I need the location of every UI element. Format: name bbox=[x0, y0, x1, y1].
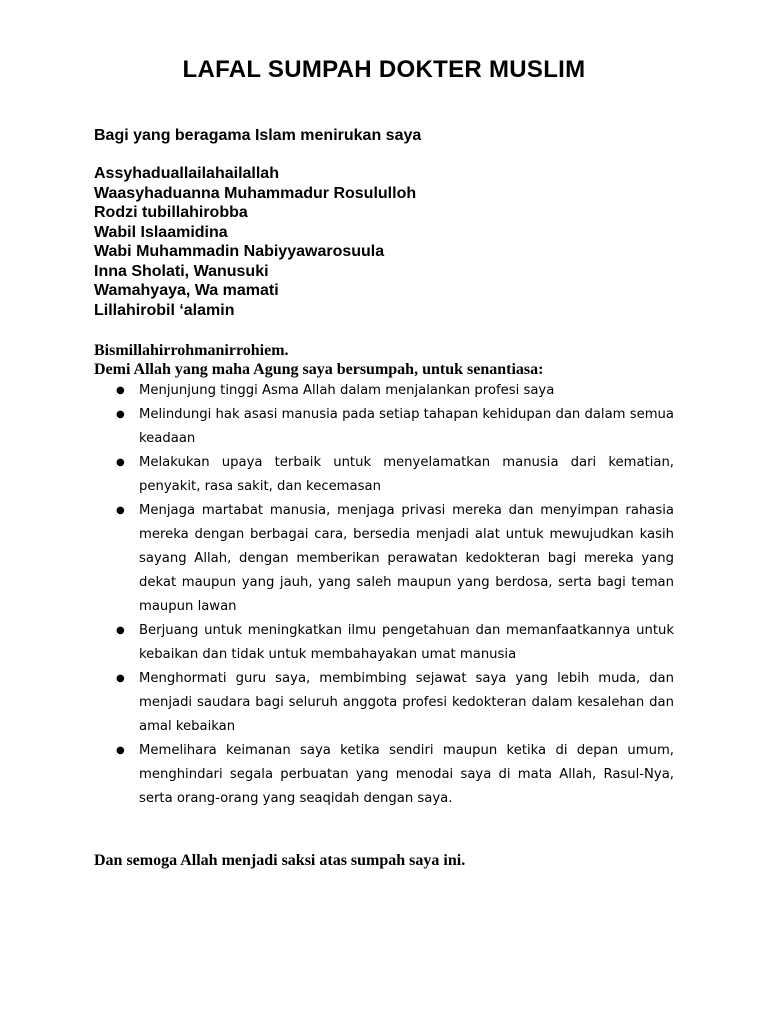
pledge-item bbox=[94, 739, 674, 811]
pledge-text: Menjaga martabat manusia, menjaga privasi mereka dan menyimpan rahasia mereka dengan berbagai cara, bersedia menjadi alat untuk mewujudkan kasih sayang Allah, dengan memberikan perawatan kedokteran bagi mereka yang dekat maupun yang jauh, yang saleh maupun yang berdosa, serta bagi teman maupun lawan bbox=[139, 503, 674, 614]
pledge-item bbox=[94, 667, 674, 739]
doa-line: Lillahirobil ‘alamin bbox=[94, 301, 235, 319]
bullet-icon: ● bbox=[116, 505, 125, 516]
doa-line: Inna Sholati, Wanusuki bbox=[94, 262, 269, 280]
pledge-text: Melindungi hak asasi manusia pada setiap tahapan kehidupan dan dalam semua keadaan bbox=[139, 407, 674, 446]
doa-line: Wamahyaya, Wa mamati bbox=[94, 282, 279, 299]
bullet-icon: ● bbox=[116, 457, 125, 468]
bullet-icon: ● bbox=[116, 625, 125, 636]
basmalah-text: Bismillahirrohmanirrohiem. bbox=[94, 342, 289, 359]
bullet-icon: ● bbox=[116, 673, 125, 684]
pledge-text: Melakukan upaya terbaik untuk menyelamatkan manusia dari kematian, penyakit, rasa sakit, dan kecemasan bbox=[139, 455, 674, 494]
doa-line: Waasyhaduanna Muhammadur Rosululloh bbox=[94, 184, 417, 202]
pledge-text: Menjunjung tinggi Asma Allah dalam menjalankan profesi saya bbox=[139, 383, 555, 398]
bullet-icon: ● bbox=[116, 409, 125, 420]
pledge-text: Menghormati guru saya, membimbing sejawat saya yang lebih muda, dan menjadi saudara bagi seluruh anggota profesi kedokteran dalam kesalehan dan amal kebaikan bbox=[139, 671, 674, 734]
intro-text: Bagi yang beragama Islam menirukan saya bbox=[94, 127, 422, 144]
bullet-icon: ● bbox=[116, 385, 125, 396]
oath-opening-text: Demi Allah yang maha Agung saya bersumpah, untuk senantiasa: bbox=[94, 361, 544, 378]
doa-line: Wabil Islaamidina bbox=[94, 223, 228, 241]
closing-text: Dan semoga Allah menjadi saksi atas sumpah saya ini. bbox=[94, 852, 466, 869]
doa-line: Assyhaduallailahailallah bbox=[94, 165, 279, 182]
doa-list bbox=[94, 164, 416, 320]
pledge-item bbox=[94, 619, 674, 667]
document-title: LAFAL SUMPAH DOKTER MUSLIM bbox=[182, 56, 586, 83]
pledge-item bbox=[94, 379, 674, 403]
doa-line: Rodzi tubillahirobba bbox=[94, 204, 248, 221]
pledge-list bbox=[94, 379, 674, 811]
pledge-item bbox=[94, 499, 674, 619]
doa-line: Wabi Muhammadin Nabiyyawarosuula bbox=[94, 243, 385, 260]
pledge-text: Berjuang untuk meningkatkan ilmu pengetahuan dan memanfaatkannya untuk kebaikan dan tidak untuk membahayakan umat manusia bbox=[139, 623, 674, 662]
pledge-text: Memelihara keimanan saya ketika sendiri maupun ketika di depan umum, menghindari segala perbuatan yang menodai saya di mata Allah, Rasul-Nya, serta orang-orang yang seaqidah dengan saya. bbox=[139, 743, 674, 806]
bullet-icon: ● bbox=[116, 745, 125, 756]
pledge-item bbox=[94, 451, 674, 499]
pledge-item bbox=[94, 403, 674, 451]
